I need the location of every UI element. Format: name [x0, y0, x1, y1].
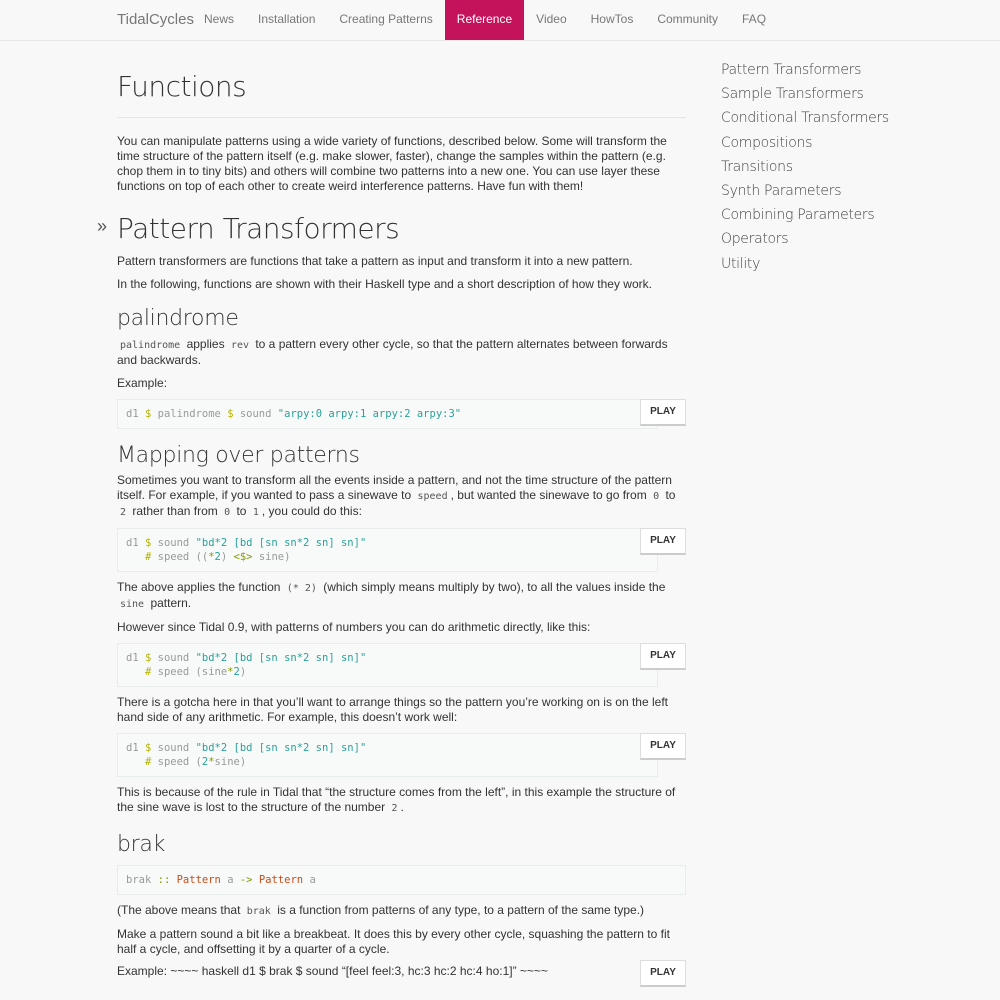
play-button[interactable]: PLAY	[640, 399, 686, 426]
sidebar-item-compositions[interactable]: Compositions	[721, 134, 813, 151]
code-block	[117, 865, 686, 895]
code-block	[117, 733, 658, 777]
code-token: )	[220, 551, 228, 563]
code-token: 2	[214, 551, 221, 563]
brak-paragraph: Make a pattern sound a bit like a breakbeat. It does this by every other cycle, squashing the pattern to fit half a cycle, and offsetting it by a quarter of a cycle.	[117, 927, 670, 956]
code-token: sine)	[214, 756, 247, 768]
section-title-pattern-transformers: Pattern Transformers	[117, 212, 400, 245]
code-token: 2	[201, 756, 209, 768]
code-block	[117, 528, 658, 572]
code-token: "bd*2 [bd [sn sn*2 sn] sn]"	[195, 742, 367, 754]
text: to	[665, 488, 676, 502]
code-token: d1	[126, 742, 139, 754]
function-title-brak: brak	[117, 832, 166, 857]
code-token: Pattern	[258, 874, 304, 886]
code-block	[117, 643, 658, 687]
text: , but wanted the sinewave to go from	[450, 488, 647, 502]
sidebar-item-sample-transformers[interactable]: Sample Transformers	[721, 86, 864, 103]
text: (The above means that	[117, 903, 241, 917]
code-token: <$>	[233, 551, 253, 563]
nav-item-video[interactable]: Video	[536, 12, 567, 26]
page-title: Functions	[117, 70, 686, 118]
section-paragraph: Pattern transformers are functions that take a pattern as input and transform it into a new pattern.	[117, 254, 633, 268]
nav-menu	[192, 0, 778, 40]
main-content	[97, 40, 686, 979]
code-token: speed (	[157, 756, 202, 768]
sidebar-item-synth-parameters[interactable]: Synth Parameters	[721, 183, 842, 200]
inline-code: (* 2)	[286, 583, 317, 594]
code-token: "bd*2 [bd [sn sn*2 sn] sn]"	[195, 537, 367, 549]
code-block	[117, 399, 658, 429]
nav-item-reference[interactable]: Reference	[445, 0, 524, 40]
mapping-paragraph	[117, 580, 686, 612]
anchor-link-icon[interactable]: »	[97, 216, 108, 236]
code-token: *	[227, 666, 234, 678]
example-label: Example:	[117, 376, 168, 390]
code-token: 2	[233, 666, 240, 678]
code-token: "bd*2 [bd [sn sn*2 sn] sn]"	[195, 652, 367, 664]
code-token: $	[144, 652, 152, 664]
sidebar-item-conditional-transformers[interactable]: Conditional Transformers	[721, 110, 889, 127]
inline-code: brak	[246, 906, 271, 917]
code-token: #	[144, 666, 152, 678]
mapping-paragraph: There is a gotcha here in that you’ll want to arrange things so the pattern you’re working on is on the left hand side of any arithmetic. For example, this doesn’t work well:	[117, 695, 668, 724]
code-token: ->	[239, 874, 253, 886]
type-signature	[117, 865, 686, 895]
code-token: sound	[157, 537, 190, 549]
code-token: d1	[126, 537, 139, 549]
inline-code: 0	[653, 491, 660, 502]
nav-item-creating-patterns[interactable]: Creating Patterns	[339, 12, 433, 26]
brak-paragraph	[117, 903, 686, 919]
text: .	[400, 800, 404, 814]
inline-code: palindrome	[120, 340, 181, 351]
sidebar-item-transitions[interactable]: Transitions	[721, 158, 793, 175]
text: This is because of the rule in Tidal that “the structure comes from the left”, in this example the structure of the sine wave is lost to the structure of the number	[117, 785, 676, 814]
code-token: ::	[157, 874, 171, 886]
code-example	[117, 643, 686, 687]
code-token: sound	[239, 408, 272, 420]
section-paragraph: In the following, functions are shown with their Haskell type and a short description of how they work.	[117, 277, 652, 291]
text: rather than from	[132, 504, 218, 518]
code-token: $	[227, 408, 234, 420]
code-example	[117, 399, 686, 429]
code-token: sine)	[258, 551, 291, 563]
play-button[interactable]: PLAY	[640, 733, 686, 760]
mapping-paragraph: However since Tidal 0.9, with patterns of numbers you can do arithmetic directly, like this:	[117, 620, 591, 634]
section-title-mapping: Mapping over patterns	[117, 443, 360, 468]
code-token: )	[239, 666, 247, 678]
play-button[interactable]: PLAY	[640, 643, 686, 670]
sidebar-item-utility[interactable]: Utility	[721, 255, 761, 272]
text: applies	[186, 337, 225, 351]
code-token: ((	[195, 551, 209, 563]
code-example	[117, 733, 686, 777]
text: (which simply means multiply by two), to all the values inside the	[323, 580, 666, 594]
code-token: Pattern	[176, 874, 221, 886]
code-token: #	[144, 551, 152, 563]
code-token: speed (sine	[157, 666, 228, 678]
code-token: *	[208, 756, 215, 768]
inline-code: sine	[120, 599, 145, 610]
inline-code: rev	[230, 340, 249, 351]
code-token: d1	[126, 408, 139, 420]
inline-code: speed	[417, 491, 448, 502]
inline-code: 0	[224, 507, 231, 518]
text: Sometimes you want to transform all the events inside a pattern, and not the time structure of the pattern itself. For example, if you wanted to pass a sinewave to	[117, 473, 672, 502]
text: , you could do this:	[261, 504, 362, 518]
code-token: $	[144, 408, 152, 420]
code-token: "arpy:0 arpy:1 arpy:2 arpy:3"	[277, 408, 462, 420]
top-navbar	[0, 0, 1000, 41]
text: pattern.	[150, 596, 192, 610]
nav-item-community[interactable]: Community	[657, 12, 719, 26]
sidebar-item-combining-parameters[interactable]: Combining Parameters	[721, 207, 875, 224]
mapping-paragraph	[117, 785, 686, 816]
code-example	[117, 528, 686, 572]
section-heading-wrap	[97, 212, 686, 245]
function-title-palindrome: palindrome	[117, 306, 239, 331]
play-button[interactable]: PLAY	[640, 960, 686, 987]
nav-item-news[interactable]: News	[204, 12, 235, 26]
inline-code: 2	[120, 507, 127, 518]
code-token: palindrome	[157, 408, 221, 420]
intro-paragraph: You can manipulate patterns using a wide variety of functions, described below. Some will transform the time structure of the pattern itself (e.g. make slower, faster), change the samples within the pattern (e.g. chop them in to tiny bits) and others will combine two patterns into a new one. You can use layer these functions on top of each other to create weird interference patterns. Have fun with them!	[117, 134, 667, 193]
code-token: speed	[157, 551, 190, 563]
inline-code: 2	[391, 803, 398, 814]
sidebar-toc	[721, 58, 921, 276]
sidebar-item-operators[interactable]: Operators	[721, 231, 789, 248]
code-token: $	[144, 537, 152, 549]
code-token: a	[309, 874, 316, 886]
code-token: *	[208, 551, 215, 563]
code-token: a	[227, 874, 234, 886]
inline-code: 1	[252, 507, 259, 518]
sidebar-item-pattern-transformers[interactable]: Pattern Transformers	[721, 62, 862, 78]
play-button[interactable]: PLAY	[640, 528, 686, 555]
palindrome-description	[117, 337, 686, 368]
code-token: sound	[157, 742, 190, 754]
brak-example-text: Example: ~~~~ haskell d1 $ brak $ sound “[feel feel:3, hc:3 hc:2 hc:4 ho:1]” ~~~~	[117, 964, 548, 978]
nav-item-howtos[interactable]: HowTos	[590, 12, 634, 26]
text: is a function from patterns of any type, to a pattern of the same type.)	[277, 903, 645, 917]
code-token: $	[144, 742, 152, 754]
code-token: #	[144, 756, 152, 768]
nav-item-faq[interactable]: FAQ	[742, 12, 767, 26]
text: The above applies the function	[117, 580, 281, 594]
brak-example-row	[117, 964, 686, 979]
brand-link[interactable]: TidalCycles	[117, 11, 194, 28]
mapping-paragraph	[117, 473, 686, 520]
code-token: sound	[157, 652, 190, 664]
code-token: d1	[126, 652, 139, 664]
text: to a pattern every other cycle, so that the pattern alternates between forwards and backwards.	[117, 337, 668, 367]
code-token: brak	[126, 874, 152, 886]
text: to	[236, 504, 247, 518]
nav-item-installation[interactable]: Installation	[258, 12, 316, 26]
